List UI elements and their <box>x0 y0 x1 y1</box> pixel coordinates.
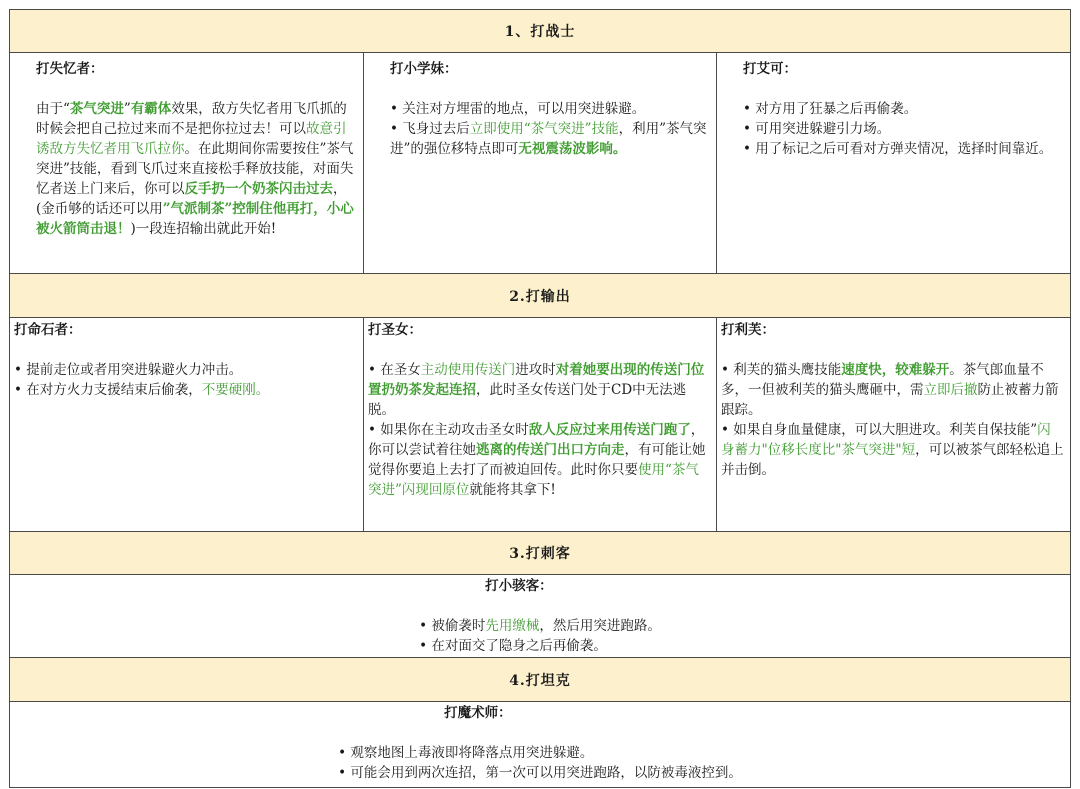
cell-heading: 打圣女： <box>368 322 422 338</box>
cell-body <box>419 616 661 656</box>
paragraph <box>14 380 357 400</box>
section-header-tank <box>9 657 1071 702</box>
cell-body <box>14 360 357 400</box>
cell-moshushi <box>9 701 1071 788</box>
cell-heading: 打小学妹： <box>390 61 458 77</box>
section-header-assassin <box>9 531 1071 575</box>
cell-xiaohaike <box>9 574 1071 658</box>
text-run: • 在圣女 <box>368 362 421 378</box>
text-run: • 如果自身血量健康，可以大胆进攻。利芙自保技能” <box>721 422 1038 438</box>
cell-xiaoxuemei <box>363 52 717 274</box>
paragraph <box>368 360 710 420</box>
highlight-text: 敌人反应过来用传送门跑了 <box>528 422 691 438</box>
section-header-warrior <box>9 9 1071 53</box>
cell-body <box>338 743 742 783</box>
cell-heading: 打命石者： <box>14 322 82 338</box>
text-run: ，有可能让她觉得你要追上去打了而被迫回传。此时你只要 <box>368 442 706 478</box>
highlight-text: 立即后撤 <box>923 382 978 398</box>
text-run: 。茶气郎血量不多，一但被利芙的猫头鹰砸中，需 <box>721 362 1044 398</box>
text-run: • 对方用了狂暴之后再偷袭。 <box>743 101 918 117</box>
paragraph <box>721 360 1064 420</box>
text-run: • 提前走位或者用突进躲避火力冲击。 <box>14 362 243 378</box>
paragraph <box>36 99 357 239</box>
cell-heading: 打魔术师： <box>444 705 512 721</box>
text-run: • 被偷袭时 <box>419 618 486 634</box>
text-run: ，然后用突进跑路。 <box>539 618 661 634</box>
text-run: ，可以被茶气郎轻松追上并击倒。 <box>721 442 1064 478</box>
text-run: 。在此期间你需要按住”茶气突进”技能，看到飞爪过来直接松手释放技能，对面失忆者送上门来后，你可以 <box>36 141 354 197</box>
text-run: 进攻时 <box>515 362 556 378</box>
cell-heading: 打失忆者： <box>36 61 104 77</box>
paragraph <box>721 420 1064 480</box>
text-run: ，利用”茶气突进”的强位移特点即可 <box>390 121 707 157</box>
highlight-text: 反手扔一个奶茶闪击过去 <box>184 181 333 197</box>
section-header-damage <box>9 273 1071 318</box>
highlight-text: 闪身蓄力"位移长度比"茶气突进"短 <box>721 422 1051 458</box>
text-run: ，(金币够的话还可以用 <box>36 181 347 217</box>
text-run: • 在对面交了隐身之后再偷袭。 <box>419 638 607 654</box>
highlight-text: ”气派制茶”控制住他再打，小心被火箭筒击退！ <box>36 201 354 237</box>
text-run: • 关注对方埋雷的地点，可以用突进躲避。 <box>390 101 646 117</box>
paragraph <box>743 99 1064 119</box>
cell-amnesiac <box>9 52 364 274</box>
highlight-text: 有霸体 <box>130 101 172 117</box>
text-run: • 可能会用到两次连招，第一次可以用突进跑路，以防被毒液控到。 <box>338 765 742 781</box>
highlight-text: 故意引诱敌方失忆者用飞爪拉你 <box>36 121 347 157</box>
paragraph <box>419 636 661 656</box>
text-run: • 如果你在主动攻击圣女时 <box>368 422 529 438</box>
paragraph <box>743 139 1064 159</box>
text-run: • 观察地图上毒液即将降落点用突进躲避。 <box>338 745 594 761</box>
text-run: 效果，敌方失忆者用飞爪抓的时候会把自己拉过来而不是把你拉过去！可以 <box>36 101 347 137</box>
section-title: 4.打坦克 <box>509 672 571 689</box>
text-run: 防止被蓄力箭跟踪。 <box>721 382 1059 418</box>
highlight-text: 先用缴械 <box>485 618 540 634</box>
paragraph <box>390 119 710 159</box>
text-run: 就能将其拿下! <box>469 482 556 498</box>
highlight-text: 使用“茶气突进”闪现回原位 <box>368 462 699 498</box>
highlight-text: 逃离的传送门出口方向走 <box>476 442 625 458</box>
paragraph <box>338 743 742 763</box>
paragraph <box>338 763 742 783</box>
cell-heading: 打利芙： <box>721 322 775 338</box>
section-title: 2.打输出 <box>509 288 571 305</box>
paragraph <box>743 119 1064 139</box>
text-run: • 用了标记之后可看对方弹夹情况，选择时间靠近。 <box>743 141 1053 157</box>
highlight-text: 对着她要出现的传送门位置扔奶茶发起连招 <box>368 362 705 398</box>
cell-lifu <box>716 317 1071 532</box>
highlight-text: 不要硬刚。 <box>201 382 270 398</box>
highlight-text: 速度快，较难躲开 <box>841 362 950 378</box>
text-run: • 飞身过去后 <box>390 121 470 137</box>
cell-shengnv <box>363 317 717 532</box>
highlight-text: 主动使用传送门 <box>420 362 516 378</box>
cell-heading: 打小骇客： <box>485 578 553 594</box>
text-run: ，你可以尝试着往她 <box>368 422 705 458</box>
text-run: ” <box>123 101 131 117</box>
cell-heading: 打艾可： <box>743 61 797 77</box>
paragraph <box>368 420 710 500</box>
cell-body <box>368 360 710 500</box>
text-run: • 利芙的猫头鹰技能 <box>721 362 842 378</box>
cell-body <box>721 360 1064 480</box>
cell-body <box>390 99 710 159</box>
section-title: 3.打刺客 <box>509 546 571 562</box>
cell-body <box>36 99 357 239</box>
cell-body <box>743 99 1064 159</box>
text-run: 由于“ <box>36 101 70 117</box>
text-run: • 可用突进躲避引力场。 <box>743 121 891 137</box>
text-run: )一段连招输出就此开始! <box>130 221 277 237</box>
highlight-text: 立即使用“茶气突进”技能 <box>469 121 619 137</box>
strategy-table <box>9 9 1071 788</box>
paragraph <box>419 616 661 636</box>
paragraph <box>14 360 357 380</box>
paragraph <box>390 99 710 119</box>
text-run: • 在对方火力支援结束后偷袭， <box>14 382 202 398</box>
cell-mingshizhe <box>9 317 364 532</box>
text-run: ，此时圣女传送门处于CD中无法逃脱。 <box>368 382 687 418</box>
highlight-text: 茶气突进 <box>69 101 124 117</box>
cell-aike <box>716 52 1071 274</box>
section-title: 1、打战士 <box>504 24 576 40</box>
highlight-text: 无视震荡波影响。 <box>518 141 627 157</box>
